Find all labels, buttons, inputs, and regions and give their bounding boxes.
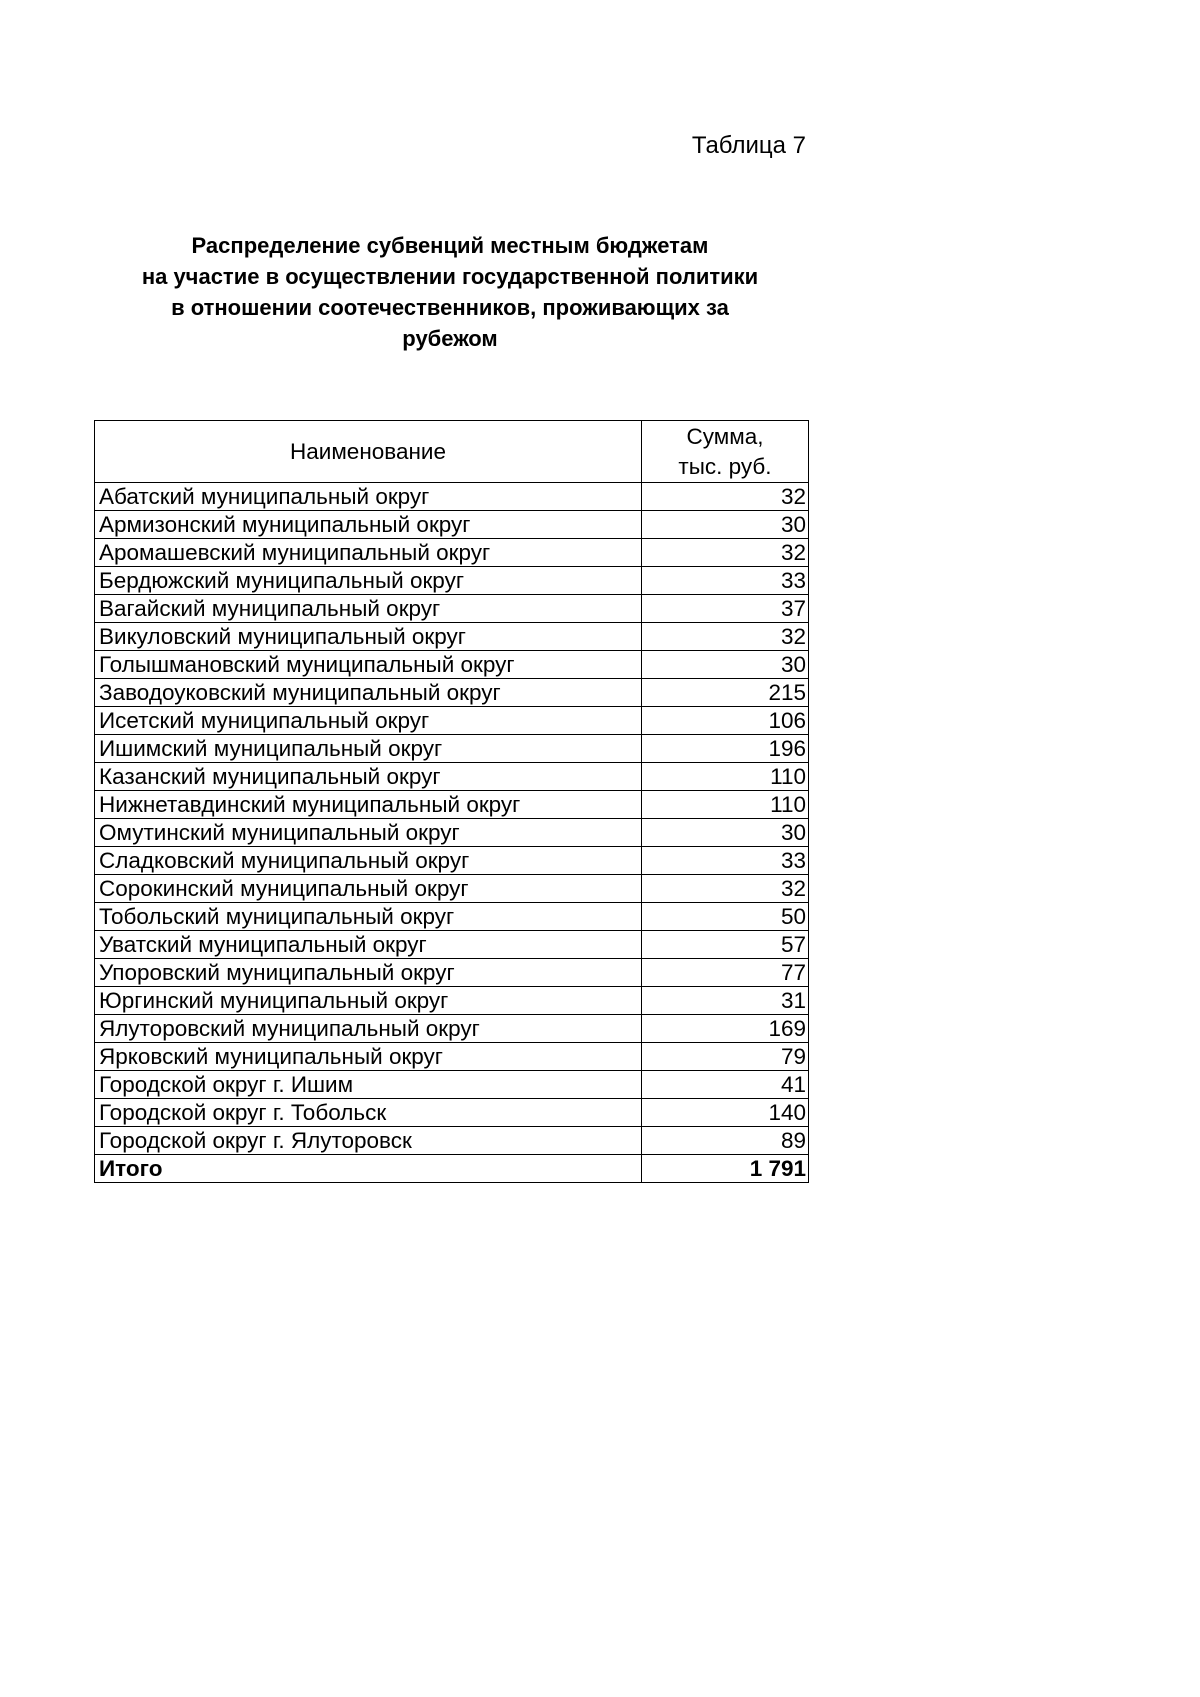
table-row (95, 1043, 809, 1071)
subvention-amount: 33 (642, 567, 809, 595)
table-row (95, 483, 809, 511)
subvention-amount: 50 (642, 903, 809, 931)
table-row (95, 1099, 809, 1127)
column-header-sum-line2: тыс. руб. (678, 453, 772, 479)
table-row (95, 875, 809, 903)
subvention-amount: 32 (642, 623, 809, 651)
table-row (95, 679, 809, 707)
district-name: Омутинский муниципальный округ (95, 819, 642, 847)
subvention-amount: 30 (642, 819, 809, 847)
table-row (95, 539, 809, 567)
table-row (95, 959, 809, 987)
district-name: Ишимский муниципальный округ (95, 735, 642, 763)
subvention-amount: 57 (642, 931, 809, 959)
document-title (94, 230, 806, 354)
district-name: Упоровский муниципальный округ (95, 959, 642, 987)
district-name: Городской округ г. Ишим (95, 1071, 642, 1099)
table-body (95, 483, 809, 1183)
district-name: Городской округ г. Ялуторовск (95, 1127, 642, 1155)
table-row (95, 931, 809, 959)
total-label: Итого (95, 1155, 642, 1183)
district-name: Нижнетавдинский муниципальный округ (95, 791, 642, 819)
title-line: рубежом (402, 326, 498, 351)
subvention-amount: 32 (642, 875, 809, 903)
table-row (95, 567, 809, 595)
subvention-amount: 30 (642, 511, 809, 539)
district-name: Заводоуковский муниципальный округ (95, 679, 642, 707)
table-row (95, 1071, 809, 1099)
district-name: Абатский муниципальный округ (95, 483, 642, 511)
table-row (95, 903, 809, 931)
title-line: Распределение субвенций местным бюджетам (191, 233, 709, 258)
total-row (95, 1155, 809, 1183)
district-name: Городской округ г. Тобольск (95, 1099, 642, 1127)
district-name: Сорокинский муниципальный округ (95, 875, 642, 903)
table-row (95, 791, 809, 819)
subvention-amount: 79 (642, 1043, 809, 1071)
district-name: Сладковский муниципальный округ (95, 847, 642, 875)
subvention-amount: 89 (642, 1127, 809, 1155)
subvention-amount: 140 (642, 1099, 809, 1127)
column-header-name: Наименование (95, 421, 642, 483)
district-name: Исетский муниципальный округ (95, 707, 642, 735)
district-name: Казанский муниципальный округ (95, 763, 642, 791)
district-name: Аромашевский муниципальный округ (95, 539, 642, 567)
table-row (95, 651, 809, 679)
title-line: на участие в осуществлении государственной политики (141, 264, 759, 289)
table-row (95, 819, 809, 847)
district-name: Бердюжский муниципальный округ (95, 567, 642, 595)
table-row (95, 763, 809, 791)
table-row (95, 511, 809, 539)
subvention-amount: 33 (642, 847, 809, 875)
table-row (95, 707, 809, 735)
column-header-sum (642, 421, 809, 483)
table-row (95, 1127, 809, 1155)
subvention-amount: 215 (642, 679, 809, 707)
table-number: Таблица 7 (691, 132, 806, 159)
total-value: 1 791 (642, 1155, 809, 1183)
table-row (95, 987, 809, 1015)
table-row (95, 1015, 809, 1043)
subvention-amount: 196 (642, 735, 809, 763)
subvention-amount: 32 (642, 539, 809, 567)
table-header-row (95, 421, 809, 483)
subvention-amount: 30 (642, 651, 809, 679)
column-header-sum-line1: Сумма, (686, 423, 764, 449)
district-name: Вагайский муниципальный округ (95, 595, 642, 623)
district-name: Ярковский муниципальный округ (95, 1043, 642, 1071)
subvention-amount: 32 (642, 483, 809, 511)
district-name: Уватский муниципальный округ (95, 931, 642, 959)
district-name: Голышмановский муниципальный округ (95, 651, 642, 679)
subvention-amount: 110 (642, 791, 809, 819)
district-name: Армизонский муниципальный округ (95, 511, 642, 539)
district-name: Ялуторовский муниципальный округ (95, 1015, 642, 1043)
district-name: Тобольский муниципальный округ (95, 903, 642, 931)
subvention-amount: 106 (642, 707, 809, 735)
subvention-amount: 37 (642, 595, 809, 623)
title-line: в отношении соотечественников, проживающих за (171, 295, 729, 320)
subvention-amount: 31 (642, 987, 809, 1015)
district-name: Юргинский муниципальный округ (95, 987, 642, 1015)
subvention-amount: 77 (642, 959, 809, 987)
district-name: Викуловский муниципальный округ (95, 623, 642, 651)
subvention-amount: 169 (642, 1015, 809, 1043)
subvention-amount: 41 (642, 1071, 809, 1099)
subvention-table (94, 420, 809, 1183)
table-row (95, 623, 809, 651)
table-row (95, 735, 809, 763)
subvention-amount: 110 (642, 763, 809, 791)
table-row (95, 847, 809, 875)
table-row (95, 595, 809, 623)
